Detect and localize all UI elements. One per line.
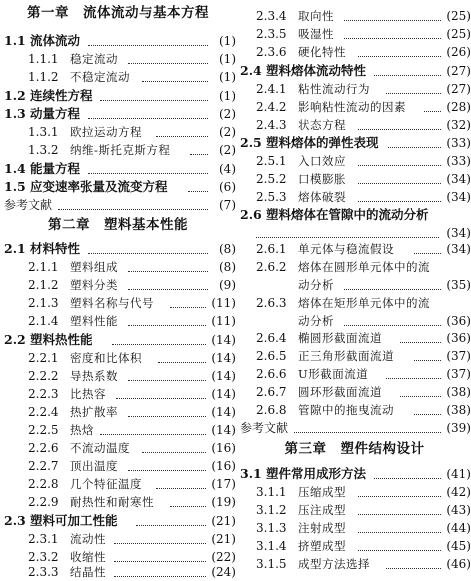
toc-entry[interactable] [238,116,471,134]
toc-entry[interactable] [238,383,471,401]
entry-page: (11) [211,296,236,310]
entry-page: (34) [446,190,471,204]
entry-number: 2.6.7 [256,385,287,399]
dot-leader [158,362,206,363]
chapter-3-title: 第三章 塑件结构设计 [284,441,425,457]
entry-number: 2.2.5 [28,423,59,437]
toc-entry[interactable] [0,312,236,330]
entry-number: 2.6.5 [256,349,287,363]
dot-leader [358,129,441,130]
toc-entry[interactable] [238,483,471,501]
entry-page: (25) [446,27,471,41]
entry-page: (25) [446,9,471,23]
dot-leader [170,307,206,308]
entry-title: 热扩散率 [70,405,118,419]
entry-title: 几个特征温度 [70,477,142,491]
entry-number: 2.3 [4,513,26,528]
entry-title: 塑料热性能 [30,332,93,347]
entry-title: 椭圆形截面流道 [298,331,382,345]
toc-entry[interactable] [238,62,471,80]
toc-entry[interactable] [0,367,236,385]
dot-leader [188,191,208,192]
entry-page: (19) [211,495,236,509]
entry-number: 2.6.3 [256,296,287,310]
toc-entry[interactable] [0,457,236,475]
entry-page: (2) [219,107,236,121]
entry-number: 2.1.4 [28,314,59,328]
entry-page: (21) [211,514,236,528]
entry-title: 密度和比体积 [70,351,142,365]
dot-leader [58,209,208,210]
entry-number: 3.1.1 [256,485,287,499]
entry-title: 塑料熔体流动特性 [266,63,367,78]
entry-number: 2.2.7 [28,459,59,473]
entry-number: 2.5 [240,135,262,150]
entry-title: 塑料分类 [70,278,118,292]
toc-entry[interactable] [238,25,471,43]
entry-page: (44) [446,521,471,535]
entry-title: 状态方程 [298,118,346,132]
toc-entry[interactable] [0,123,236,141]
toc-entry[interactable] [238,519,471,537]
entry-page: (36) [446,331,471,345]
toc-entry[interactable] [238,240,471,258]
entry-number: 2.2.6 [28,441,59,455]
dot-leader [386,568,441,569]
toc-entry[interactable] [238,501,471,519]
entry-page: (17) [211,477,236,491]
toc-entry[interactable] [238,206,471,242]
entry-title: 欧拉运动方程 [70,125,142,139]
dot-leader [344,325,441,326]
entry-title: 纳维-斯托克斯方程 [70,143,171,157]
toc-entry[interactable] [0,105,236,123]
entry-page: (2) [219,143,236,157]
entry-number: 2.2.1 [28,351,59,365]
entry-page: (27) [446,82,471,96]
dot-leader [114,576,206,577]
entry-page: (38) [446,403,471,417]
dot-leader [100,100,208,101]
entry-title: 应变速率张量及流变方程 [30,179,168,194]
entry-page: (21) [211,532,236,546]
dot-leader [358,201,441,202]
entry-number: 3.1.5 [256,557,287,571]
dot-leader [156,136,208,137]
dot-leader [142,81,208,82]
entry-number: 2.1.1 [28,260,59,274]
entry-page: (32) [446,118,471,132]
dot-leader [170,506,206,507]
entry-page: (1) [219,89,236,103]
toc-entry[interactable] [0,141,236,159]
toc-entry[interactable] [238,401,471,419]
entry-number: 1.5 [4,179,26,194]
entry-number: 2.2.2 [28,369,59,383]
toc-entry[interactable] [238,258,471,294]
toc-entry[interactable] [238,465,471,483]
entry-page: (37) [446,349,471,363]
dot-leader [414,360,441,361]
entry-title: 材料特性 [30,241,81,256]
entry-number: 2.6.2 [256,260,287,274]
entry-title: 流体流动 [30,33,81,48]
entry-number: 2.2 [4,332,26,347]
dot-leader [344,20,441,21]
dot-leader [88,173,208,174]
entry-page: (22) [211,550,236,564]
entry-number: 2.6.1 [256,242,287,256]
entry-number: 2.6.6 [256,367,287,381]
entry-title: 成型方法选择 [298,557,370,571]
entry-title: U形截面流道 [298,367,369,381]
toc-entry[interactable] [0,403,236,421]
entry-page: (9) [219,278,236,292]
entry-number: 1.3 [4,106,26,121]
entry-page: (2) [219,125,236,139]
toc-entry[interactable] [0,385,236,403]
entry-title: 塑件常用成形方法 [266,466,367,481]
dot-leader [116,398,206,399]
dot-leader [256,237,439,238]
toc-entry[interactable] [0,32,236,50]
entry-title: 压缩成型 [298,485,346,499]
entry-title: 塑料名称与代号 [70,296,154,310]
entry-title: 挤塑成型 [298,539,346,553]
toc-entry[interactable] [0,294,236,312]
entry-number: 2.2.4 [28,405,59,419]
entry-title: 塑料性能 [70,314,118,328]
toc-entry[interactable] [0,160,236,178]
toc-entry[interactable] [0,68,236,86]
entry-title: 耐热性和耐寒性 [70,495,154,509]
entry-number: 1.2 [4,88,26,103]
dot-leader [156,488,206,489]
entry-number: 2.3.5 [256,27,287,41]
entry-page: (33) [446,154,471,168]
entry-page: (42) [446,485,471,499]
toc-entry[interactable] [0,258,236,276]
entry-number: 2.6 [240,207,262,222]
entry-page: (34) [446,172,471,186]
entry-page: (45) [446,539,471,553]
entry-number: 2.2.8 [28,477,59,491]
entry-title: 顶出温度 [70,459,118,473]
dot-leader [88,253,208,254]
entry-number: 2.3.6 [256,45,287,59]
entry-number: 2.5.3 [256,190,287,204]
dot-leader [88,118,208,119]
toc-entry[interactable] [238,537,471,555]
toc-entry[interactable] [238,365,471,383]
entry-number: 2.4.1 [256,82,287,96]
dot-leader [128,289,208,290]
dot-leader [344,38,441,39]
entry-title: 比热容 [70,387,106,401]
entry-title: 塑料熔体的弹性表现 [266,135,379,150]
entry-number: 1.1.2 [28,70,59,84]
entry-number: 2.6.4 [256,331,287,345]
entry-title: 结晶性 [70,565,106,579]
toc-entry[interactable] [238,43,471,61]
entry-page: (1) [219,70,236,84]
entry-number: 2.1 [4,241,26,256]
dot-leader [128,380,206,381]
entry-number: 2.4.2 [256,100,287,114]
toc-entry[interactable] [0,421,236,439]
entry-title: 取向性 [298,9,334,23]
entry-page: (37) [446,367,471,381]
entry-page: (7) [219,198,236,212]
entry-page: (14) [211,405,236,419]
entry-number: 3.1 [240,466,262,481]
toc-entry[interactable] [0,178,236,196]
dot-leader [358,183,441,184]
toc-entry-references[interactable] [238,419,471,437]
entry-title: 塑料可加工性能 [30,513,118,528]
dot-leader [128,271,208,272]
entry-page: (39) [446,421,471,435]
entry-title: 流动性 [70,532,106,546]
toc-entry[interactable] [238,152,471,170]
dot-leader [424,111,441,112]
dot-leader [128,416,206,417]
dot-leader [114,543,206,544]
entry-title: 热焓 [70,423,94,437]
entry-title: 单元体与稳流假设 [298,242,394,256]
dot-leader [190,154,208,155]
entry-title-line1: 熔体在矩形单元体中的流 [298,296,430,310]
chapter-1-title: 第一章 流体流动与基本方程 [27,5,209,21]
entry-page: (14) [211,369,236,383]
entry-number: 2.5.1 [256,154,287,168]
entry-page: (41) [446,467,471,481]
dot-leader [400,342,441,343]
dot-leader [358,496,441,497]
toc-entry[interactable] [0,87,236,105]
toc-entry[interactable] [0,512,236,530]
entry-number: 2.3.1 [28,532,59,546]
dot-leader [114,561,206,562]
toc-entry[interactable] [238,80,471,98]
dot-leader [136,525,206,526]
entry-number: 2.1.3 [28,296,59,310]
entry-title: 熔体破裂 [298,190,346,204]
entry-title: 收缩性 [70,550,106,564]
dot-leader [388,147,441,148]
entry-number: 3.1.3 [256,521,287,535]
entry-number: 1.3.1 [28,125,59,139]
entry-title: 吸湿性 [298,27,334,41]
entry-number: 2.3.4 [256,9,287,23]
entry-title: 动量方程 [30,106,81,121]
entry-number: 1.4 [4,161,26,176]
entry-title: 硬化特性 [298,45,346,59]
entry-number: 3.1.2 [256,503,287,517]
toc-entry[interactable] [0,349,236,367]
entry-page: (1) [219,34,236,48]
entry-page: (14) [211,351,236,365]
toc-entry[interactable] [0,530,236,548]
entry-title-line2: 动分析 [298,278,334,292]
entry-page: (28) [446,100,471,114]
entry-number: 1.1 [4,33,26,48]
entry-number: 2.6.8 [256,403,287,417]
entry-page: (4) [219,162,236,176]
toc-entry[interactable] [0,563,236,581]
dot-leader [358,532,441,533]
entry-title: 压注成型 [298,503,346,517]
entry-title: 管隙中的拖曳流动 [298,403,394,417]
entry-page: (16) [211,441,236,455]
entry-page: (14) [211,333,236,347]
entry-title: 圆环形截面流道 [298,385,382,399]
entry-number: 2.2.3 [28,387,59,401]
entry-number: 2.3.3 [28,565,59,579]
entry-page: (1) [219,52,236,66]
dot-leader [294,432,441,433]
toc-entry[interactable] [0,50,236,68]
toc-entry[interactable] [0,240,236,258]
dot-leader [100,434,206,435]
toc-entry[interactable] [238,7,471,25]
dot-leader [414,414,441,415]
entry-page: (34) [446,226,471,240]
dot-leader [386,378,441,379]
entry-number: 1.1.1 [28,52,59,66]
dot-leader [344,289,441,290]
entry-page: (14) [211,423,236,437]
entry-title-line2: 动分析 [298,314,334,328]
entry-number: 2.1.2 [28,278,59,292]
entry-page: (27) [446,64,471,78]
entry-page: (43) [446,503,471,517]
entry-number: 1.3.2 [28,143,59,157]
toc-entry[interactable] [238,134,471,152]
entry-title: 塑料熔体在管隙中的流动分析 [266,207,429,222]
entry-page: (34) [446,242,471,256]
entry-page: (8) [219,242,236,256]
entry-number: 2.3.2 [28,550,59,564]
toc-entry[interactable] [0,475,236,493]
toc-entry[interactable] [238,329,471,347]
dot-leader [128,325,206,326]
dot-leader [374,478,441,479]
entry-page: (36) [446,314,471,328]
entry-title: 影响粘性流动的因素 [298,100,406,114]
entry-title: 能量方程 [30,161,81,176]
toc-entry[interactable] [0,276,236,294]
entry-page: (35) [446,278,471,292]
entry-page: (33) [446,136,471,150]
entry-title: 参考文献 [4,198,53,212]
toc-entry-references[interactable] [0,196,236,214]
dot-leader [128,470,206,471]
entry-title: 稳定流动 [70,52,118,66]
entry-page: (11) [211,314,236,328]
entry-page: (26) [446,45,471,59]
dot-leader [414,253,441,254]
dot-leader [128,63,208,64]
entry-number: 2.4.3 [256,118,287,132]
dot-leader [358,514,441,515]
dot-leader [142,452,206,453]
dot-leader [358,550,441,551]
toc-entry[interactable] [238,347,471,365]
entry-title: 连续性方程 [30,88,93,103]
entry-title: 导热系数 [70,369,118,383]
entry-page: (6) [219,180,236,194]
dot-leader [358,165,441,166]
toc-entry[interactable] [238,188,471,206]
entry-title-line1: 熔体在圆形单元体中的流 [298,260,430,274]
entry-page: (14) [211,387,236,401]
toc-entry[interactable] [238,170,471,188]
entry-page: (24) [211,565,236,579]
entry-title: 塑料组成 [70,260,118,274]
entry-title: 不流动温度 [70,441,130,455]
dot-leader [374,75,441,76]
toc-entry[interactable] [238,98,471,116]
entry-number: 2.4 [240,63,262,78]
entry-number: 2.2.9 [28,495,59,509]
toc-entry[interactable] [0,439,236,457]
toc-entry[interactable] [0,493,236,511]
entry-title: 参考文献 [240,421,289,435]
toc-entry[interactable] [238,555,471,573]
entry-page: (38) [446,385,471,399]
entry-title: 注射成型 [298,521,346,535]
entry-title: 不稳定流动 [70,70,130,84]
entry-title: 正三角形截面流道 [298,349,394,363]
entry-title: 粘性流动行为 [298,82,370,96]
entry-title: 入口效应 [298,154,346,168]
dot-leader [112,344,206,345]
dot-leader [358,56,441,57]
entry-title: 口模膨胀 [298,172,346,186]
entry-page: (16) [211,459,236,473]
entry-page: (46) [446,557,471,571]
dot-leader [400,396,441,397]
dot-leader [88,45,208,46]
toc-entry[interactable] [0,331,236,349]
dot-leader [386,93,441,94]
entry-number: 2.5.2 [256,172,287,186]
entry-page: (8) [219,260,236,274]
entry-number: 3.1.4 [256,539,287,553]
chapter-2-title: 第二章 塑料基本性能 [48,217,188,233]
toc-entry[interactable] [238,294,471,330]
